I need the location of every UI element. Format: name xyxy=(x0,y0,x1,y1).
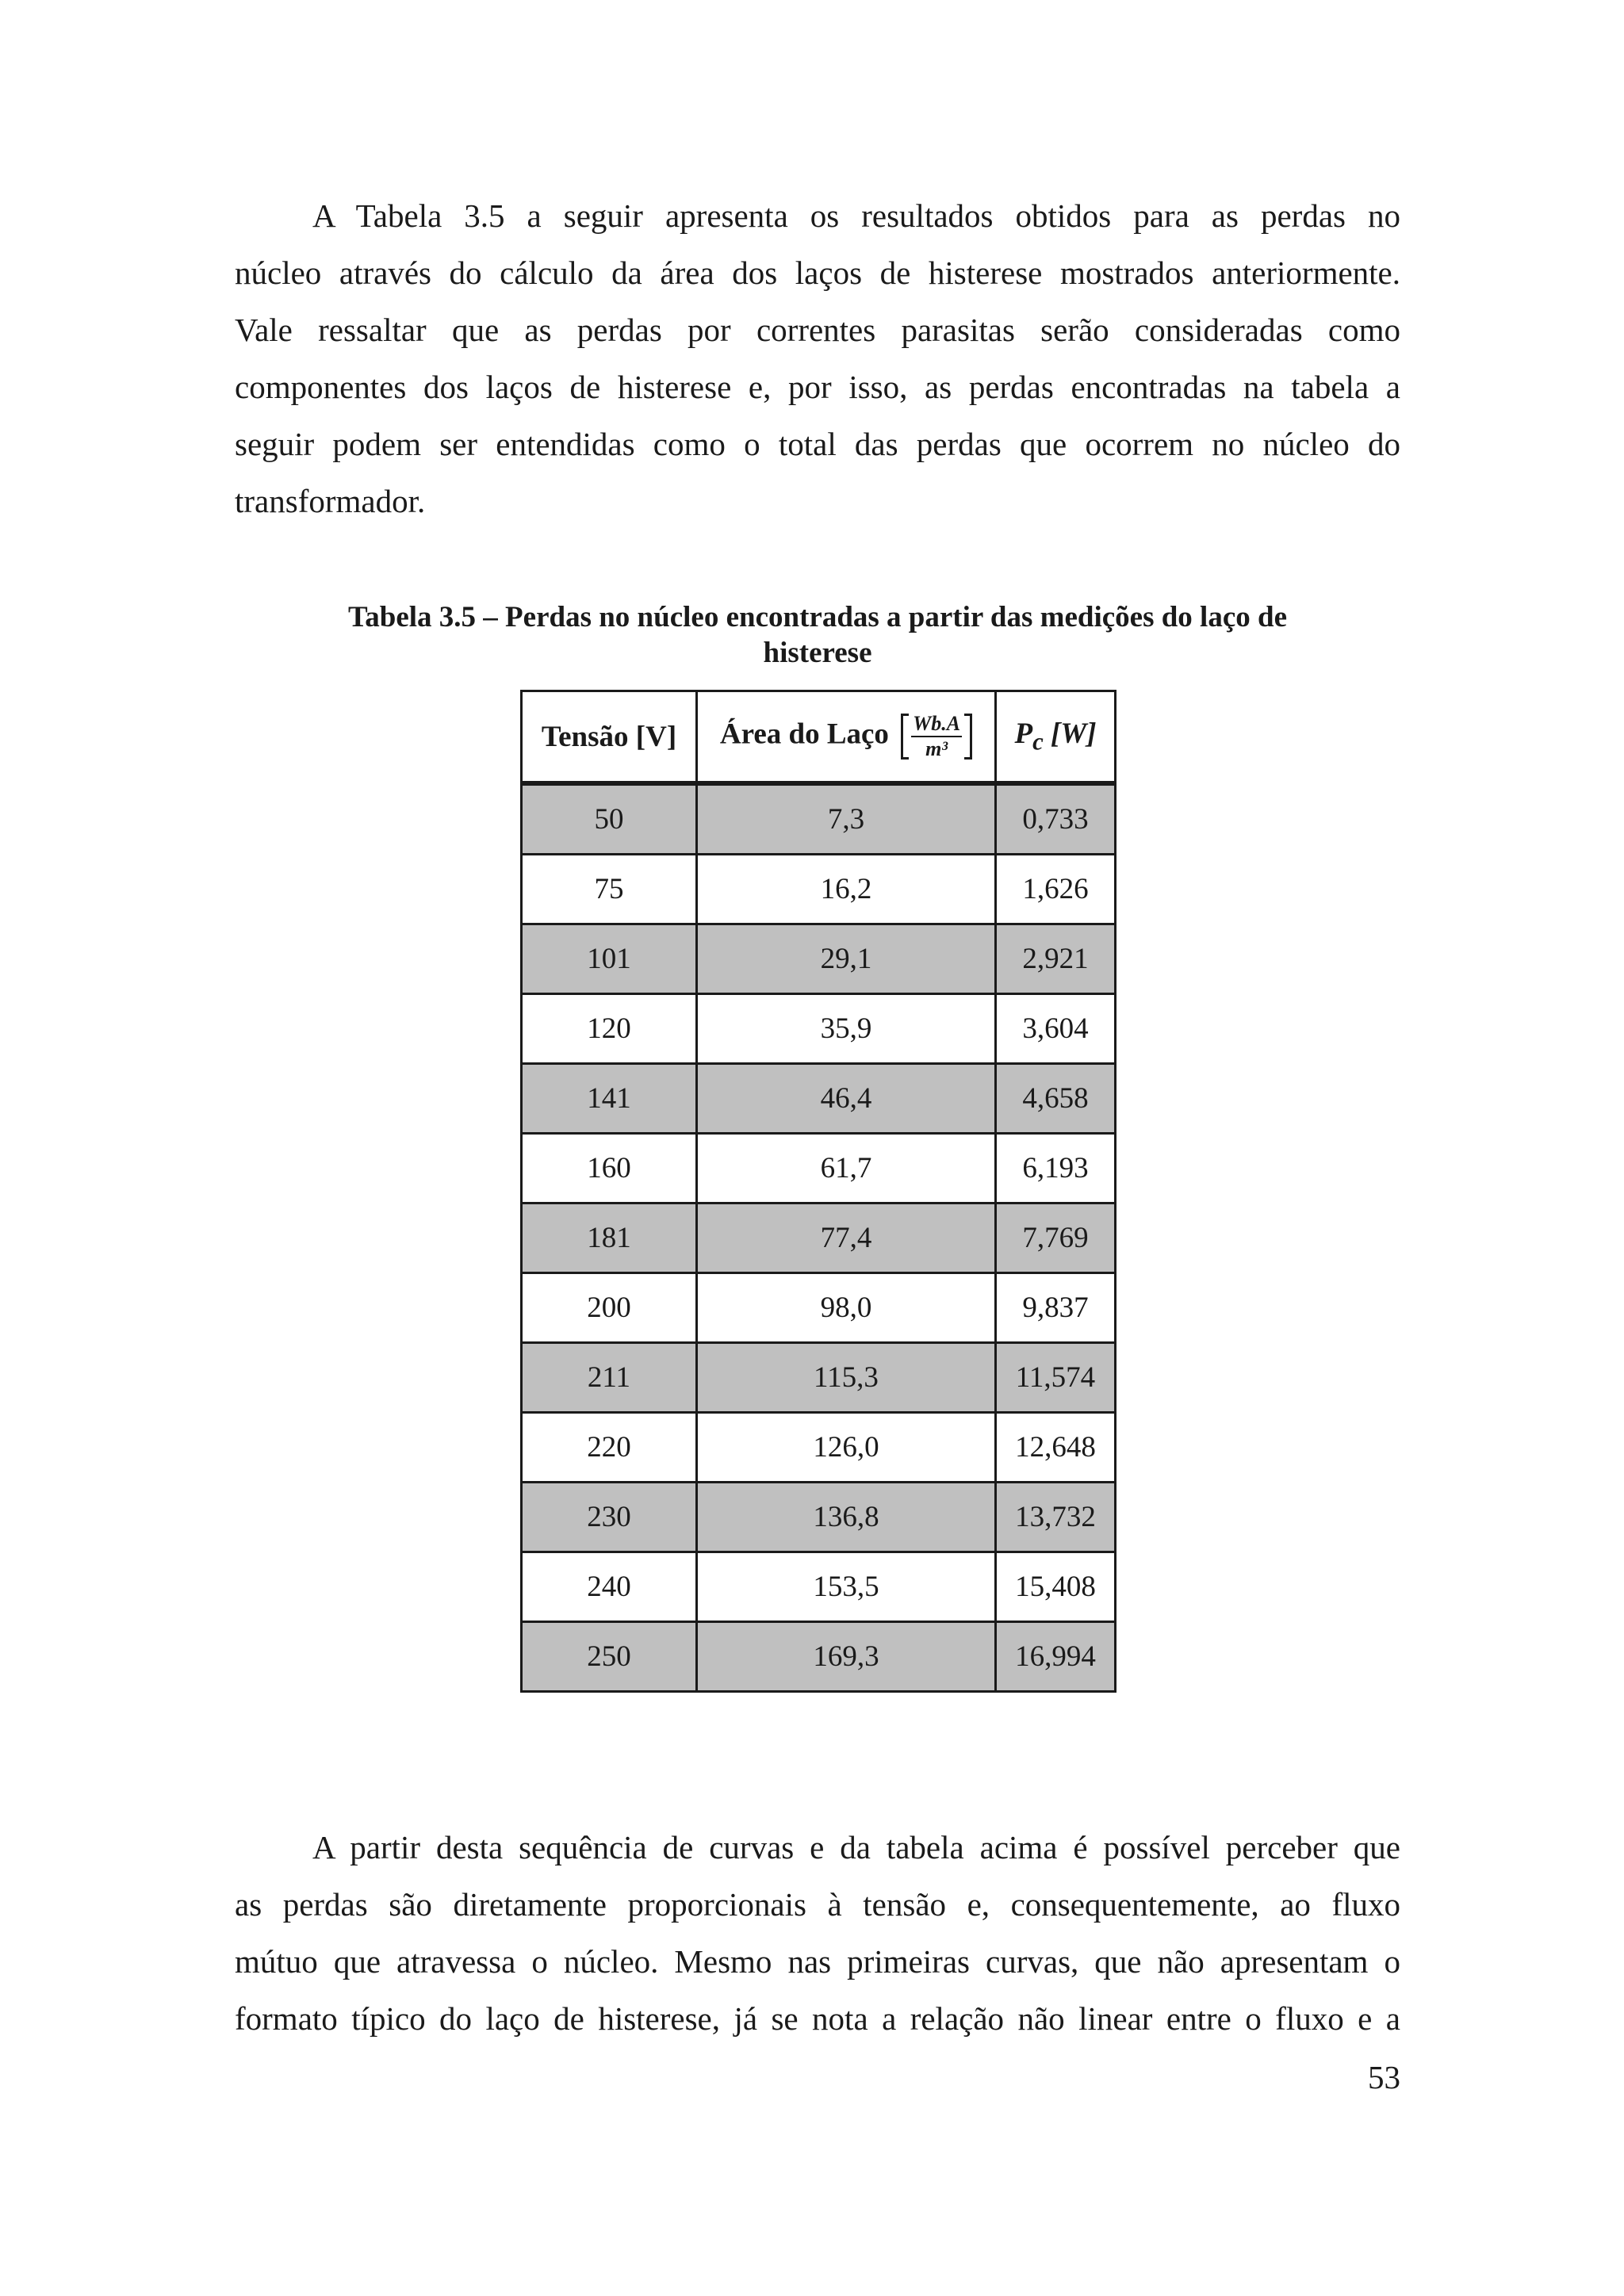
cell-voltage: 211 xyxy=(522,1343,697,1413)
table-caption xyxy=(235,599,1400,671)
table-row xyxy=(522,1203,1116,1273)
text-line: componentes dos laços de histerese e, por isso, as perdas encontradas na tabela a xyxy=(235,369,1400,405)
table-body xyxy=(522,783,1116,1692)
cell-voltage: 181 xyxy=(522,1203,697,1273)
table-row xyxy=(522,1273,1116,1343)
cell-core-loss: 0,733 xyxy=(996,783,1116,855)
cell-core-loss: 1,626 xyxy=(996,855,1116,924)
cell-core-loss: 4,658 xyxy=(996,1064,1116,1134)
table-row xyxy=(522,1134,1116,1203)
table-row xyxy=(522,1343,1116,1413)
text-line: Vale ressaltar que as perdas por correntes parasitas serão consideradas como xyxy=(235,312,1400,348)
cell-voltage: 50 xyxy=(522,783,697,855)
cell-core-loss: 2,921 xyxy=(996,924,1116,994)
text-line: A partir desta sequência de curvas e da tabela acima é possível perceber que xyxy=(312,1829,1400,1866)
cell-loop-area: 126,0 xyxy=(697,1413,996,1483)
cell-loop-area: 98,0 xyxy=(697,1273,996,1343)
text-line: transformador. xyxy=(235,483,426,519)
unit-fraction xyxy=(911,714,962,760)
table-caption-line: Tabela 3.5 – Perdas no núcleo encontradas a partir das medições do laço de xyxy=(347,601,1288,633)
core-loss-subscript: c xyxy=(1032,728,1044,756)
cell-core-loss: 11,574 xyxy=(996,1343,1116,1413)
page-number: 53 xyxy=(1368,2059,1400,2095)
table-row xyxy=(522,1622,1116,1692)
header-voltage: Tensão [V] xyxy=(522,691,697,784)
conclusion-paragraph xyxy=(235,1819,1400,2047)
unit-numerator: Wb.A xyxy=(911,714,962,737)
table-row xyxy=(522,1552,1116,1622)
table-row xyxy=(522,1483,1116,1552)
cell-loop-area: 16,2 xyxy=(697,855,996,924)
table-row xyxy=(522,783,1116,855)
header-loop-area xyxy=(697,691,996,784)
cell-voltage: 220 xyxy=(522,1413,697,1483)
cell-core-loss: 9,837 xyxy=(996,1273,1116,1343)
cell-core-loss: 12,648 xyxy=(996,1413,1116,1483)
cell-loop-area: 46,4 xyxy=(697,1064,996,1134)
cell-loop-area: 61,7 xyxy=(697,1134,996,1203)
cell-loop-area: 29,1 xyxy=(697,924,996,994)
text-line: as perdas são diretamente proporcionais à tensão e, consequentemente, ao fluxo xyxy=(235,1886,1400,1923)
cell-voltage: 250 xyxy=(522,1622,697,1692)
text-line: formato típico do laço de histerese, já se nota a relação não linear entre o fluxo e a xyxy=(235,2000,1400,2037)
cell-core-loss: 3,604 xyxy=(996,994,1116,1064)
text-line: mútuo que atravessa o núcleo. Mesmo nas primeiras curvas, que não apresentam o xyxy=(235,1943,1400,1980)
table-row xyxy=(522,924,1116,994)
cell-voltage: 101 xyxy=(522,924,697,994)
core-loss-symbol: P xyxy=(1014,718,1033,751)
table-row xyxy=(522,994,1116,1064)
cell-loop-area: 35,9 xyxy=(697,994,996,1064)
intro-paragraph xyxy=(235,187,1400,530)
cell-core-loss: 7,769 xyxy=(996,1203,1116,1273)
cell-loop-area: 153,5 xyxy=(697,1552,996,1622)
cell-voltage: 160 xyxy=(522,1134,697,1203)
cell-voltage: 230 xyxy=(522,1483,697,1552)
header-core-loss xyxy=(996,691,1116,784)
cell-loop-area: 136,8 xyxy=(697,1483,996,1552)
cell-loop-area: 7,3 xyxy=(697,783,996,855)
cell-voltage: 75 xyxy=(522,855,697,924)
cell-core-loss: 13,732 xyxy=(996,1483,1116,1552)
cell-core-loss: 15,408 xyxy=(996,1552,1116,1622)
cell-core-loss: 6,193 xyxy=(996,1134,1116,1203)
text-line: seguir podem ser entendidas como o total das perdas que ocorrem no núcleo do xyxy=(235,426,1400,462)
core-loss-unit: [W] xyxy=(1051,718,1097,751)
unit-denominator: m³ xyxy=(925,737,948,760)
cell-voltage: 141 xyxy=(522,1064,697,1134)
cell-voltage: 120 xyxy=(522,994,697,1064)
cell-loop-area: 77,4 xyxy=(697,1203,996,1273)
table-row xyxy=(522,1064,1116,1134)
cell-voltage: 200 xyxy=(522,1273,697,1343)
cell-loop-area: 115,3 xyxy=(697,1343,996,1413)
table-header-row xyxy=(522,691,1116,784)
cell-core-loss: 16,994 xyxy=(996,1622,1116,1692)
header-loop-area-label: Área do Laço xyxy=(719,718,889,751)
cell-loop-area: 169,3 xyxy=(697,1622,996,1692)
table-row xyxy=(522,1413,1116,1483)
losses-table xyxy=(520,690,1116,1693)
unit-bracket xyxy=(901,714,972,760)
table-caption-line: histerese xyxy=(763,637,872,669)
text-line: A Tabela 3.5 a seguir apresenta os resultados obtidos para as perdas no xyxy=(312,197,1400,234)
text-line: núcleo através do cálculo da área dos laços de histerese mostrados anteriormente. xyxy=(235,254,1400,291)
cell-voltage: 240 xyxy=(522,1552,697,1622)
table-row xyxy=(522,855,1116,924)
